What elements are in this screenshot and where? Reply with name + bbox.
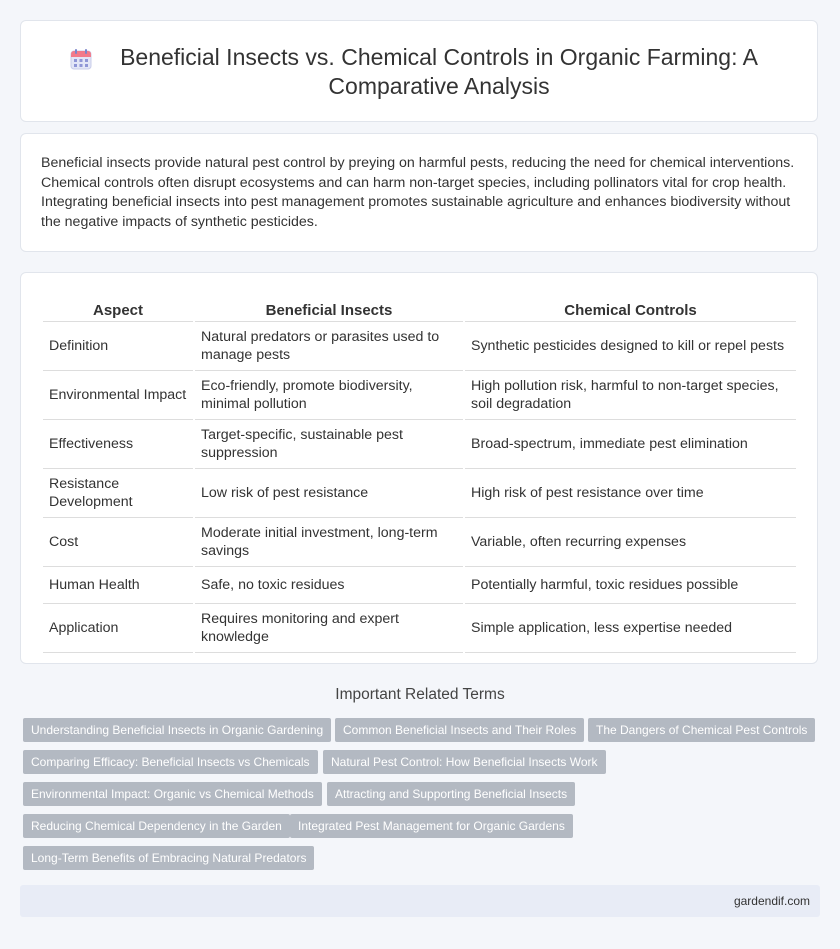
- related-term-tag[interactable]: Environmental Impact: Organic vs Chemical Methods: [23, 782, 322, 806]
- table-cell: Cost: [43, 518, 193, 567]
- table-row: [43, 567, 796, 604]
- table-cell: Target-specific, sustainable pest suppression: [195, 420, 463, 469]
- table-row: [43, 604, 796, 653]
- related-term-tag[interactable]: Attracting and Supporting Beneficial Insects: [327, 782, 575, 806]
- table-cell: Moderate initial investment, long-term savings: [195, 518, 463, 567]
- table-cell: Synthetic pesticides designed to kill or repel pests: [465, 322, 796, 371]
- related-term-tag[interactable]: Natural Pest Control: How Beneficial Insects Work: [323, 750, 606, 774]
- related-term-tag[interactable]: Integrated Pest Management for Organic Gardens: [290, 814, 573, 838]
- table-cell: Application: [43, 604, 193, 653]
- table-row: [43, 371, 796, 420]
- table-cell: Definition: [43, 322, 193, 371]
- related-term-tag[interactable]: Long-Term Benefits of Embracing Natural Predators: [23, 846, 314, 870]
- table-cell: Variable, often recurring expenses: [465, 518, 796, 567]
- table-row: [43, 518, 796, 567]
- comparison-table: [41, 295, 798, 653]
- table-cell: Eco-friendly, promote biodiversity, minimal pollution: [195, 371, 463, 420]
- footer-site-link[interactable]: gardendif.com: [733, 894, 810, 908]
- related-terms-title: Important Related Terms: [335, 686, 505, 703]
- table-cell: High pollution risk, harmful to non-target species, soil degradation: [465, 371, 796, 420]
- table-cell: Simple application, less expertise needed: [465, 604, 796, 653]
- table-cell: Environmental Impact: [43, 371, 193, 420]
- comparison-card: [20, 272, 818, 664]
- header-beneficial-insects: Beneficial Insects: [195, 295, 463, 322]
- table-cell: Effectiveness: [43, 420, 193, 469]
- header-aspect: Aspect: [43, 295, 193, 322]
- footer: [20, 885, 820, 917]
- intro-paragraph: Beneficial insects provide natural pest control by preying on harmful pests, reducing the need for chemical interventions. Chemical controls often disrupt ecosystems and can harm non-target species, including pollinators vital for crop health. Integrating beneficial insects into pest management promotes sustainable agriculture and enhances biodiversity without the negative impacts of synthetic pesticides.: [41, 155, 795, 230]
- table-cell: Low risk of pest resistance: [195, 469, 463, 518]
- table-cell: Resistance Development: [43, 469, 193, 518]
- table-row: [43, 469, 796, 518]
- table-cell: Safe, no toxic residues: [195, 567, 463, 604]
- related-term-tag[interactable]: Common Beneficial Insects and Their Roles: [335, 718, 584, 742]
- page-title: Beneficial Insects vs. Chemical Controls in Organic Farming: A Comparative Analysis: [120, 44, 758, 99]
- related-term-tag[interactable]: The Dangers of Chemical Pest Controls: [588, 718, 815, 742]
- table-cell: High risk of pest resistance over time: [465, 469, 796, 518]
- intro-card: [20, 133, 818, 252]
- related-term-tag[interactable]: Reducing Chemical Dependency in the Garden: [23, 814, 290, 838]
- table-cell: Requires monitoring and expert knowledge: [195, 604, 463, 653]
- table-header-row: [43, 295, 796, 322]
- table-row: [43, 420, 796, 469]
- related-term-tag[interactable]: Comparing Efficacy: Beneficial Insects vs Chemicals: [23, 750, 318, 774]
- header-chemical-controls: Chemical Controls: [465, 295, 796, 322]
- table-row: [43, 322, 796, 371]
- table-cell: Broad-spectrum, immediate pest elimination: [465, 420, 796, 469]
- related-term-tag[interactable]: Understanding Beneficial Insects in Organic Gardening: [23, 718, 331, 742]
- table-cell: Potentially harmful, toxic residues possible: [465, 567, 796, 604]
- title-card: [20, 20, 818, 122]
- table-cell: Human Health: [43, 567, 193, 604]
- table-cell: Natural predators or parasites used to manage pests: [195, 322, 463, 371]
